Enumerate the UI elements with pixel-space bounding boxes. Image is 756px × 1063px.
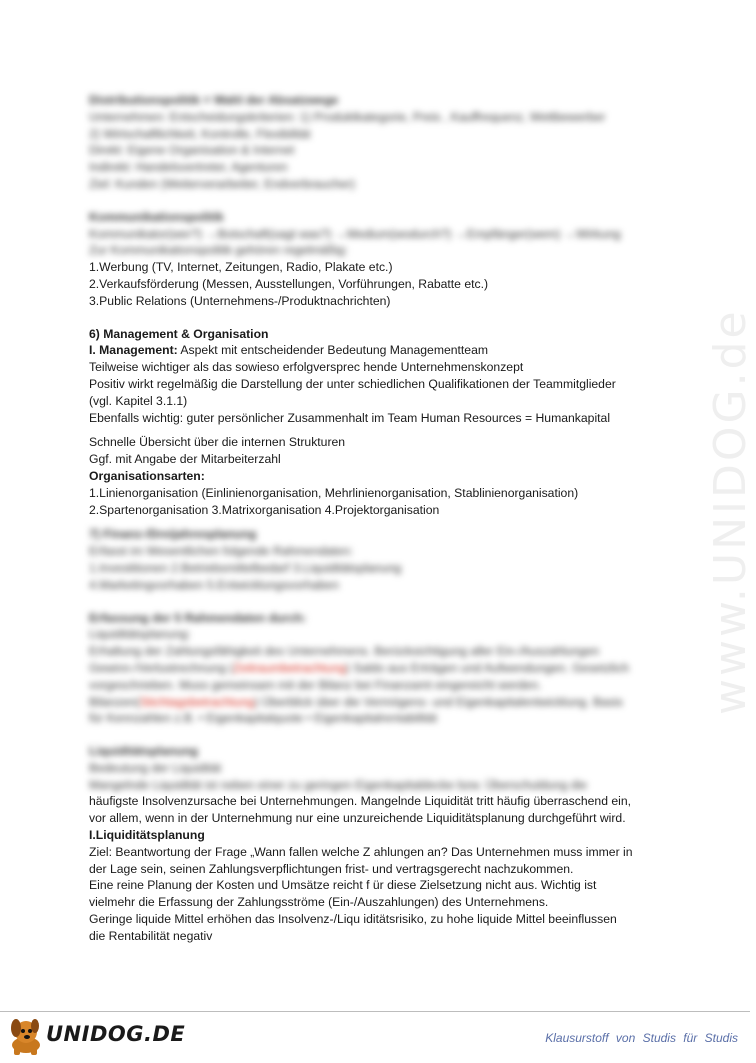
org-line: 2.Spartenorganisation 3.Matrixorganisation 4.Projektorganisation <box>89 502 440 517</box>
management-line: Schnelle Übersicht über die internen Strukturen <box>89 435 346 450</box>
zeitraum-highlight: Zeitraumbetrachtung <box>233 660 346 675</box>
document-content <box>89 92 679 945</box>
management-label-rest: Aspekt mit entscheidender Bedeutung Managementteam <box>177 343 489 358</box>
management-line: Ebenfalls wichtig: guter persönlicher Zusammenhalt im Team Human Resources = Humankapital <box>89 410 611 425</box>
finanz-line: 1.Investitionen 2.Betriebsmittelbedarf 3.Liquiditätsplanung <box>89 560 402 575</box>
liquiditaet-sub-line: Ziel: Beantwortung der Frage „Wann fallen welche Z ahlungen an? Das Unternehmen muss immer in <box>89 844 633 859</box>
liquiditaet-sub-line: die Rentabilität negativ <box>89 928 213 943</box>
org-heading: Organisationsarten: <box>89 468 205 483</box>
kommunikation-title: Kommunikationspolitik <box>89 209 224 224</box>
liquiditaet-sub-line: der Lage sein, seinen Zahlungsverpflichtungen frist- und vertragsgerecht nachzukommen. <box>89 861 574 876</box>
management-label: I. Management: <box>89 343 178 358</box>
erfassung-line <box>89 660 679 677</box>
distribution-title: Distributionspolitik = Wahl der Absatzwege <box>89 93 339 107</box>
erfassung-text: Gewinn-/Verlustrechnung ( <box>89 660 234 675</box>
distribution-line: Direkt: Eigene Organisation & Internet <box>89 143 295 158</box>
stichtag-highlight: Stichtagsbetrachtung <box>139 694 255 709</box>
erfassung-line: für Kennzahlen z.B. • Eigenkapitalquote • Eigenkapitalrentabilität <box>89 711 437 726</box>
distribution-line: 2) Wirtschaftlichkeit, Kontrolle, Flexibilität <box>89 126 311 141</box>
footer-tagline: Klausurstoff von Studis für Studis <box>545 1031 738 1045</box>
management-line: Teilweise wichtiger als das sowieso erfolgversprec hende Unternehmenskonzept <box>89 360 524 375</box>
liquiditaet-sub-heading: I.Liquiditätsplanung <box>89 828 205 843</box>
liquiditaet-line: häufigste Insolvenzursache bei Unternehmungen. Mangelnde Liquidität tritt häufig überraschend ein, <box>89 794 632 809</box>
watermark: www.UNIDOG.de <box>705 308 756 715</box>
erfassung-line: vorgeschrieben. Muss gemeinsam mit der Bilanz bei Finanzamt eingereicht werden. <box>89 677 542 692</box>
section-kommunikation <box>89 209 679 310</box>
erfassung-text: ) Saldo aus Erträgen und Aufwendungen. Gesetzlich <box>345 660 629 675</box>
kommunikation-line: 2.Verkaufsförderung (Messen, Ausstellungen, Vorführungen, Rabatte etc.) <box>89 276 489 291</box>
liquiditaet-title: Liquiditätsplanung <box>89 744 198 759</box>
finanz-line: 4.Marketingvorhaben 5.Entwicklungsvorhaben <box>89 577 339 592</box>
section-finanz <box>89 526 679 593</box>
distribution-line: Unternehmen: Entscheidungskriterien: 1) Produktkategorie, Preis , Kauffrequenz, Wettbewerber <box>89 109 606 124</box>
kommunikation-line: 3.Public Relations (Unternehmens-/Produktnachrichten) <box>89 293 391 308</box>
erfassung-line: Liquiditätsplanung: <box>89 627 191 642</box>
finanz-line: Erfasst im Wesentlichen folgende Rahmendaten: <box>89 544 353 559</box>
erfassung-line: Erhaltung der Zahlungsfähigkeit des Unternehmens. Berücksichtigung aller Ein-/Auszahlungen <box>89 644 600 659</box>
erfassung-text: Bilanzen( <box>89 694 140 709</box>
liquiditaet-blur-line: Bedeutung der Liquidität <box>89 760 222 775</box>
kommunikation-line: 1.Werbung (TV, Internet, Zeitungen, Radio, Plakate etc.) <box>89 260 393 275</box>
management-line: Ggf. mit Angabe der Mitarbeiterzahl <box>89 452 281 467</box>
liquiditaet-sub-line: vielmehr die Erfassung der Zahlungsströme (Ein-/Auszahlungen) des Unternehmens. <box>89 895 549 910</box>
section-distribution <box>89 92 679 193</box>
erfassung-text: ) Überblick über die Vermögens- und Eigenkapitalentwicklung. Basis <box>254 694 623 709</box>
kommunikation-blur-line: Kommunikator(wer?) →Botschaft(sagt was?) →Medium(wodurch?) →Empfänger(wem) →Wirkung <box>89 226 621 241</box>
distribution-line: Indirekt: Handelsvertreter, Agenturen <box>89 160 288 175</box>
finanz-title: 7) Finanz-/Dreijahresplanung <box>89 527 257 542</box>
management-line: (vgl. Kapitel 3.1.1) <box>89 393 188 408</box>
management-intro <box>89 342 679 359</box>
liquiditaet-sub-line: Geringe liquide Mittel erhöhen das Insolvenz-/Liqu iditätsrisiko, zu hohe liquide Mittel beeinflussen <box>89 912 617 927</box>
section-management <box>89 326 679 519</box>
dog-icon <box>2 1012 46 1058</box>
kommunikation-blur-line: Zur Kommunikationspolitik gehören regelmäßig: <box>89 243 348 258</box>
management-heading: 6) Management & Organisation <box>89 326 269 341</box>
erfassung-line <box>89 694 679 711</box>
erfassung-title: Erfassung der 5 Rahmendaten durch: <box>89 610 307 625</box>
liquiditaet-blur-line: Mangelnde Liquidität ist neben einer zu geringen Eigenkapitaldecke bzw. Überschuldung die <box>89 777 587 792</box>
liquiditaet-sub-line: Eine reine Planung der Kosten und Umsätze reicht f ür diese Zielsetzung nicht aus. Wichtig ist <box>89 878 597 893</box>
org-line: 1.Linienorganisation (Einlinienorganisation, Mehrlinienorganisation, Stablinienorganisation) <box>89 485 579 500</box>
liquiditaet-line: vor allem, wenn in der Unternehmung nur eine unzureichende Liquiditätsplanung durchgeführt wird. <box>89 811 626 826</box>
management-line: Positiv wirkt regelmäßig die Darstellung der unter schiedlichen Qualifikationen der Teammitglieder <box>89 376 616 391</box>
section-erfassung <box>89 610 679 728</box>
distribution-line: Ziel: Kunden (Weiterverarbeiter, Endverbraucher) <box>89 176 355 191</box>
logo-text: UNIDOG.DE <box>46 1022 186 1046</box>
unidog-logo <box>2 1012 186 1058</box>
section-liquiditaet <box>89 743 679 945</box>
